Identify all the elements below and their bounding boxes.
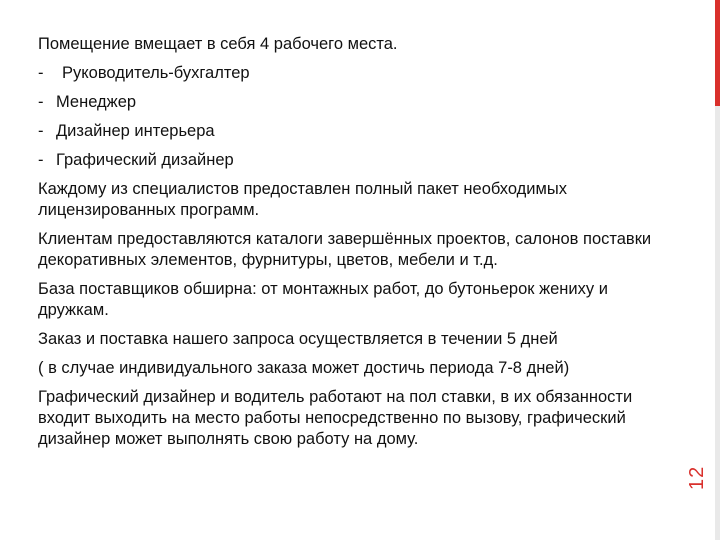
role-item: [38, 63, 678, 84]
paragraph-staff: Графический дизайнер и водитель работают на пол ставки, в их обязанности входит выходить на место работы непосредственно по вызову, графический дизайнер может выполнять свою работу на дому.: [38, 388, 633, 448]
role-label: Графический дизайнер: [56, 151, 234, 169]
bullet-dash: -: [38, 93, 44, 111]
paragraph-software: Каждому из специалистов предоставлен полный пакет необходимых лицензированных программ.: [38, 180, 567, 219]
intro-text: Помещение вмещает в себя 4 рабочего места.: [38, 35, 398, 53]
role-label: Менеджер: [56, 93, 137, 111]
bullet-dash: -: [38, 64, 44, 82]
slide-body: [38, 34, 678, 458]
paragraph-catalogs: Клиентам предоставляются каталоги завершённых проектов, салонов поставки декоративных элементов, фурнитуры, цветов, мебели и т.д.: [38, 230, 652, 269]
paragraph-delivery: Заказ и поставка нашего запроса осуществляется в течении 5 дней: [38, 330, 558, 348]
paragraph-individual-order: ( в случае индивидуального заказа может достичь периода 7-8 дней): [38, 359, 570, 377]
bullet-dash: -: [38, 122, 44, 140]
role-item: [38, 92, 678, 113]
paragraph-suppliers: База поставщиков обширна: от монтажных работ, до бутоньерок жениху и дружкам.: [38, 280, 608, 319]
role-item: [38, 121, 678, 142]
page-number: 12: [686, 465, 708, 490]
role-label: Дизайнер интерьера: [56, 122, 215, 140]
bullet-dash: -: [38, 151, 44, 169]
role-item: [38, 150, 678, 171]
role-label: Руководитель-бухгалтер: [62, 64, 250, 82]
side-accent-bar: [715, 0, 720, 106]
